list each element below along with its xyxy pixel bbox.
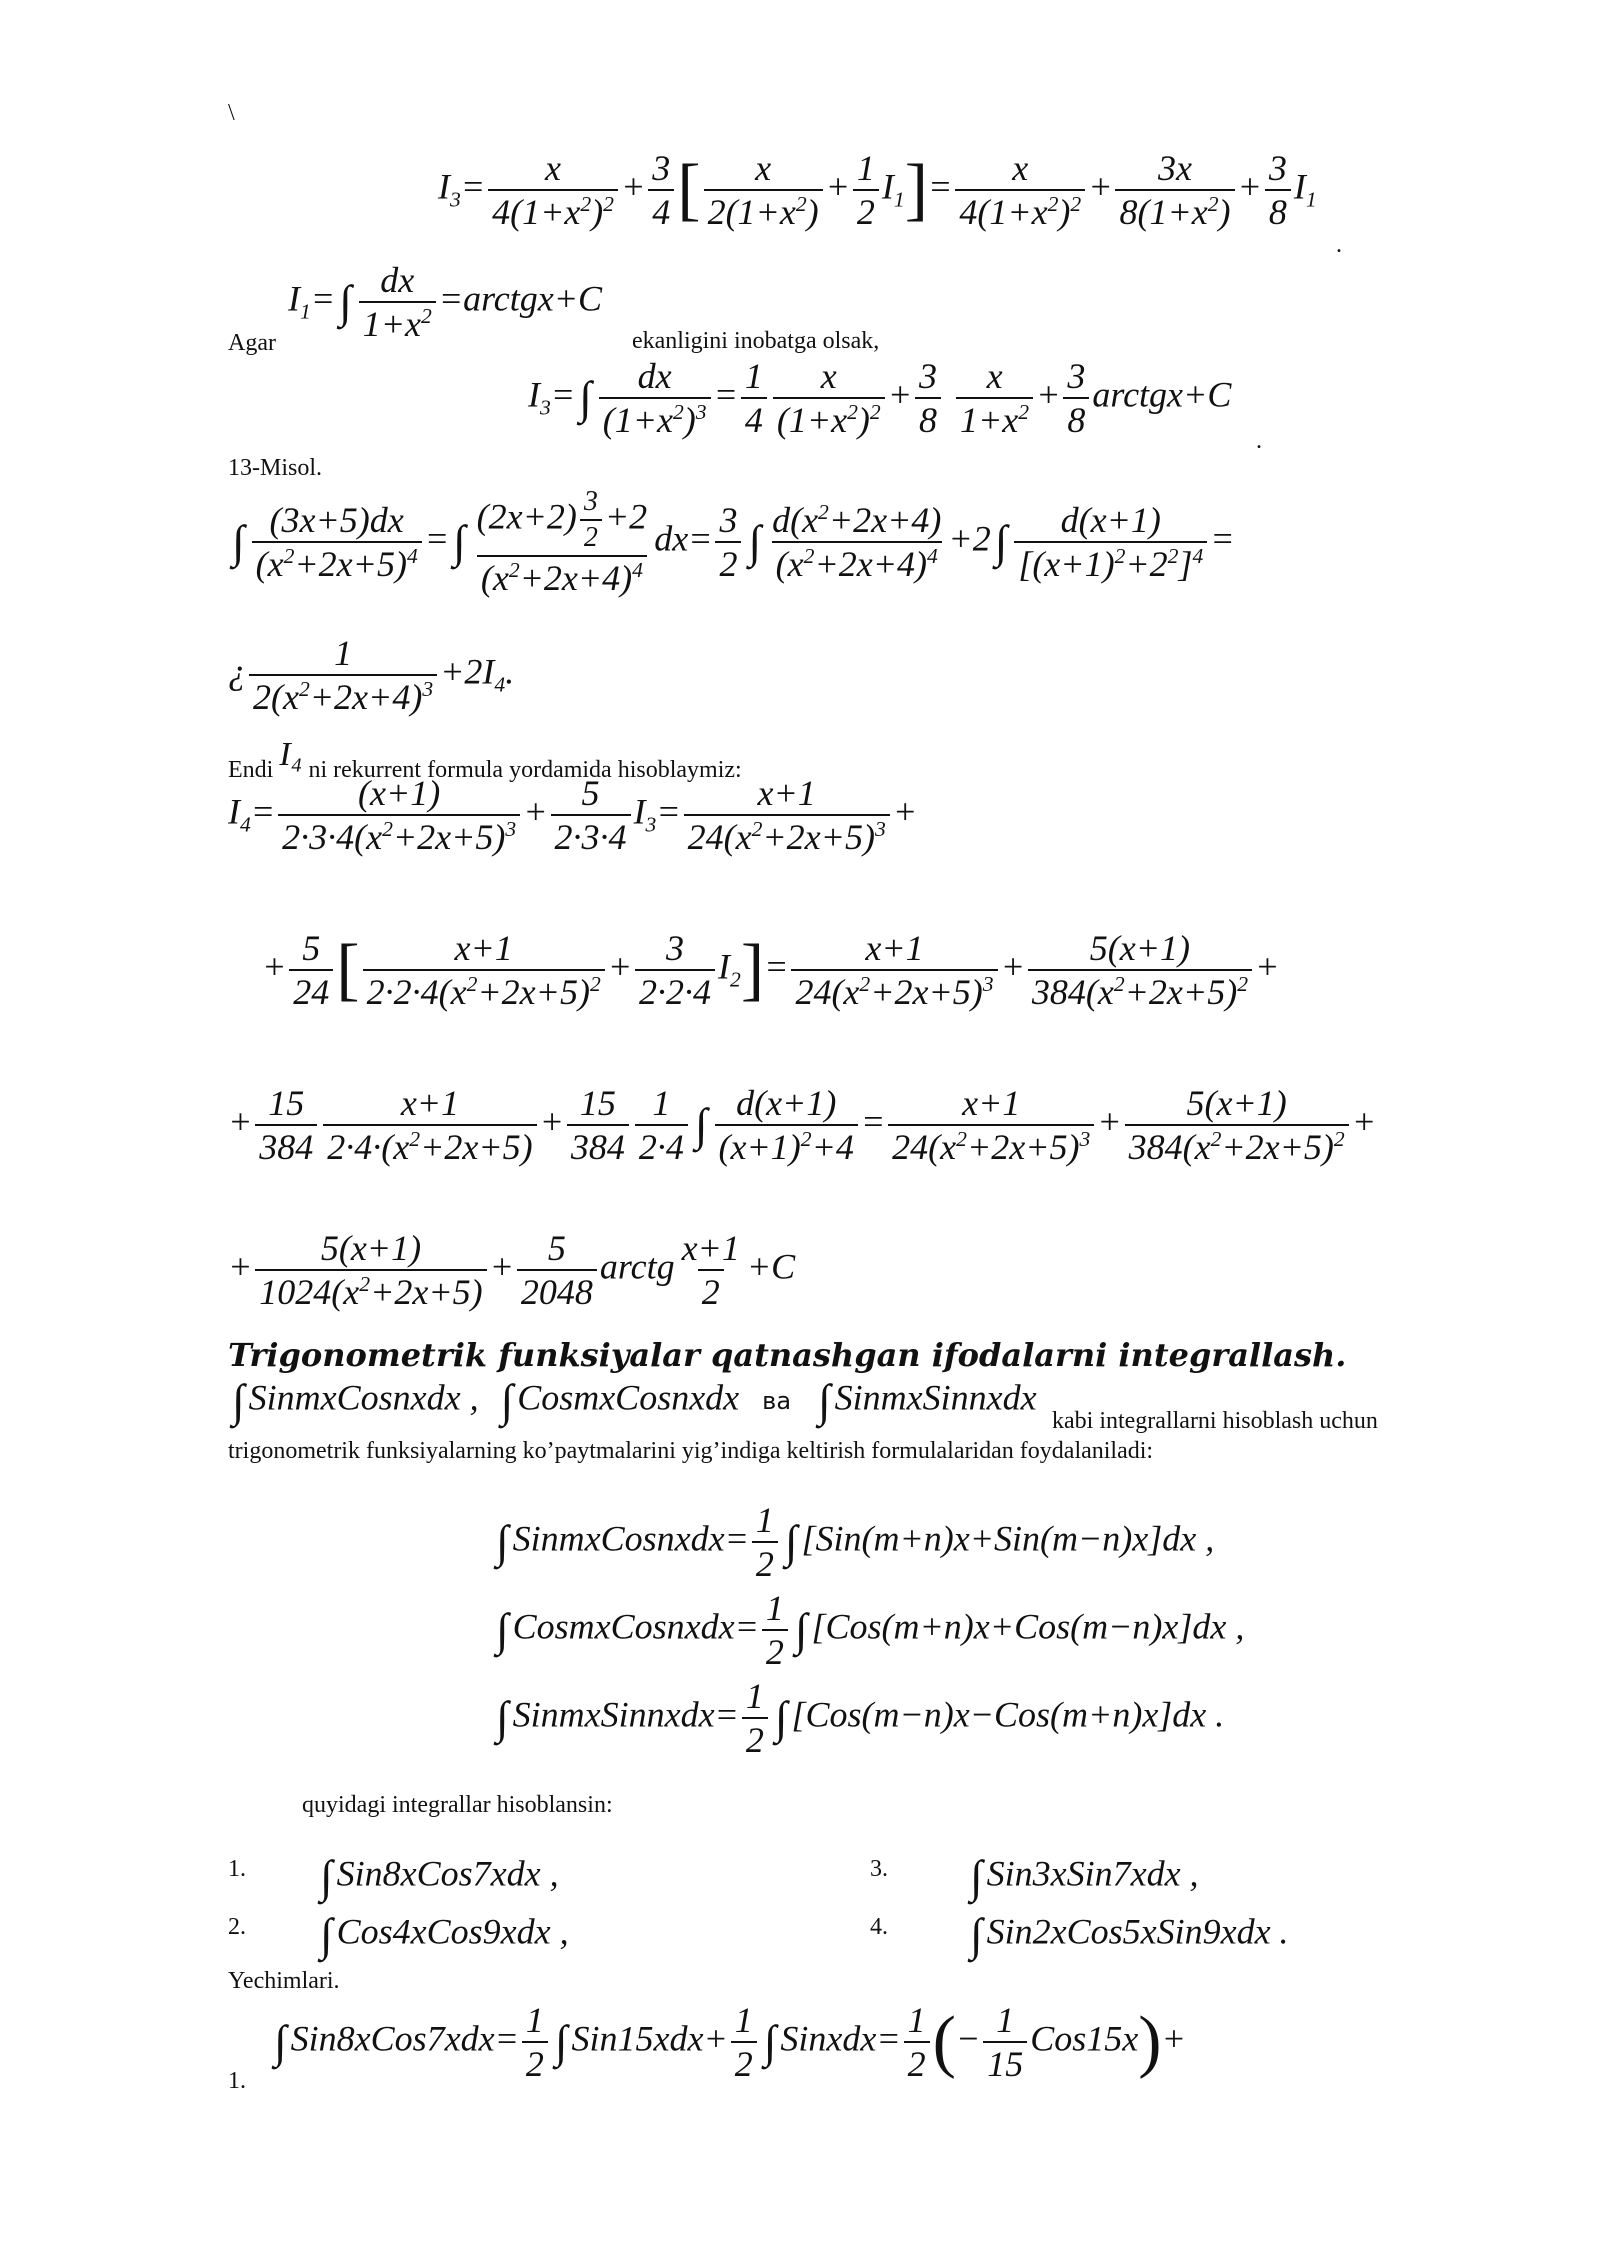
exercise-number: 1. (228, 1856, 246, 1882)
equation-i1: $I_1=\int$ $\frac{dx}{1+x^2}$ =arctgx+C (288, 260, 603, 344)
trig-line2: trigonometrik funksiyalarning ko’paytmalarini yig’indiga keltirish formulalaridan foydalaniladi: (228, 1438, 1154, 1464)
equation-i4-line1: $I_4=$ $\frac{(x+1)}{2\cdot 3\cdot 4(x^2+2x+5)^3}$ + $\frac{5}{2\cdot 3\cdot 4}$ $I_3=$ $\frac{x+1}{24(x^2+2x+5)^3}$ + (228, 773, 918, 857)
formula-sin-sin: ∫ SinmxSinnxdx= $\frac{1}{2}$ ∫ [Cos(m−n)x−Cos(m+n)x]dx . (496, 1676, 1225, 1760)
equation-i3-recurrence: $I_3=$ $\frac{x}{4(1+x^2)^2}$ + $\frac{3}{4}$ [ $\frac{x}{2(1+x^2)}$ + $\frac{1}{2}$ $I_1]=$ $\frac{x}{4(1+x^2)^2}$ + $\frac{3x}{8(1+x^2)}$ + $\frac{3}{8}$ $I_1$ (438, 148, 1317, 232)
example-13-title: 13-Misol. (228, 455, 323, 481)
equation-13-line2: ¿ $\frac{1}{2(x^2+2x+4)^3}$ $+2I_4$. (228, 633, 515, 717)
endi-text: Endi I₄ ni rekurrent formula yordamida hisoblaymiz: (228, 736, 742, 783)
exercise-number: 4. (870, 1914, 888, 1940)
top-mark: \ (228, 100, 235, 126)
agar-text: Agar (228, 330, 276, 356)
equation-i4-line3: + $\frac{15}{384}$ $\frac{x+1}{2\cdot 4\cdot(x^2+2x+5)}$ + $\frac{15}{384}$ $\frac{1}{2\cdot 4}$ ∫ $\frac{d(x+1)}{(x+1)^2+4}$ = $\frac{x+1}{24(x^2+2x+5)^3}$ + $\frac{5(x+1)}{384(x^2+2x+5)^2}$ + (228, 1083, 1377, 1167)
solution-1-expression: ∫ Sin8xCos7xdx= $\frac{1}{2}$ ∫ Sin15xdx+ $\frac{1}{2}$ ∫ Sinxdx= $\frac{1}{2}$ (− $\frac{1}{15}$ Cos15x)+ (274, 2000, 1186, 2084)
solutions-title: Yechimlari. (228, 1968, 340, 1994)
exercise-expression: ∫ Sin8xCos7xdx , (320, 1851, 559, 1902)
formula-sin-cos: ∫ SinmxCosnxdx= $\frac{1}{2}$ ∫ [Sin(m+n)x+Sin(m−n)x]dx , (496, 1500, 1215, 1584)
exercise-number: 2. (228, 1914, 246, 1940)
exercise-expression: ∫ Cos4xCos9xdx , (320, 1909, 569, 1960)
dot: . (1336, 232, 1342, 258)
trig-tail-text: kabi integrallarni hisoblash uchun (1052, 1408, 1378, 1434)
exercise-expression: ∫ Sin2xCos5xSin9xdx . (970, 1909, 1289, 1960)
ekanligini-text: ekanligini inobatga olsak, (632, 328, 880, 354)
exercise-number: 3. (870, 1856, 888, 1882)
exercise-prompt: quyidagi integrallar hisoblansin: (302, 1792, 613, 1818)
equation-i4-line2: + $\frac{5}{24}$ [ $\frac{x+1}{2\cdot 2\cdot 4(x^2+2x+5)^2}$ + $\frac{3}{2\cdot 2\cdot 4}$ $I_2]=$ $\frac{x+1}{24(x^2+2x+5)^3}$ + $\frac{5(x+1)}{384(x^2+2x+5)^2}$ + (262, 928, 1280, 1012)
dot: . (1256, 428, 1262, 454)
equation-i3-result: $I_3=\int$ $\frac{dx}{(1+x^2)^3}$ = $\frac{1}{4}$ $\frac{x}{(1+x^2)^2}$ + $\frac{3}{8}$ $\frac{x}{1+x^2}$ + $\frac{3}{8}$ arctgx+C (528, 356, 1232, 440)
section-heading: Trigonometrik funksiyalar qatnashgan ifodalarni integrallash. (228, 1336, 1347, 1374)
solution-number: 1. (228, 2068, 246, 2094)
formula-cos-cos: ∫ CosmxCosnxdx= $\frac{1}{2}$ ∫ [Cos(m+n)x+Cos(m−n)x]dx , (496, 1588, 1245, 1672)
exercise-expression: ∫ Sin3xSin7xdx , (970, 1851, 1199, 1902)
trig-integrals-line: ∫ SinmxCosnxdx , ∫ CosmxCosnxdx ва ∫ SinmxSinnxdx (232, 1375, 1037, 1426)
equation-13-line1: ∫ $\frac{(3x+5)dx}{(x^2+2x+5)^4}$ =∫ (2x+2) $\frac{3}{2}$ +2 $(x^2+2x+4)^4$ dx= $\frac{3}{2}$ ∫ $\frac{d(x^2+2x+4)}{(x^2+2x+4)^4}$ +2∫ $\frac{d(x+1)}{[(x+1)^2+2^2]^4}$ = (232, 486, 1235, 598)
equation-i4-line4: + $\frac{5(x+1)}{1024(x^2+2x+5)}$ + $\frac{5}{2048}$ arctg $\frac{x+1}{2}$ +C (228, 1228, 796, 1312)
